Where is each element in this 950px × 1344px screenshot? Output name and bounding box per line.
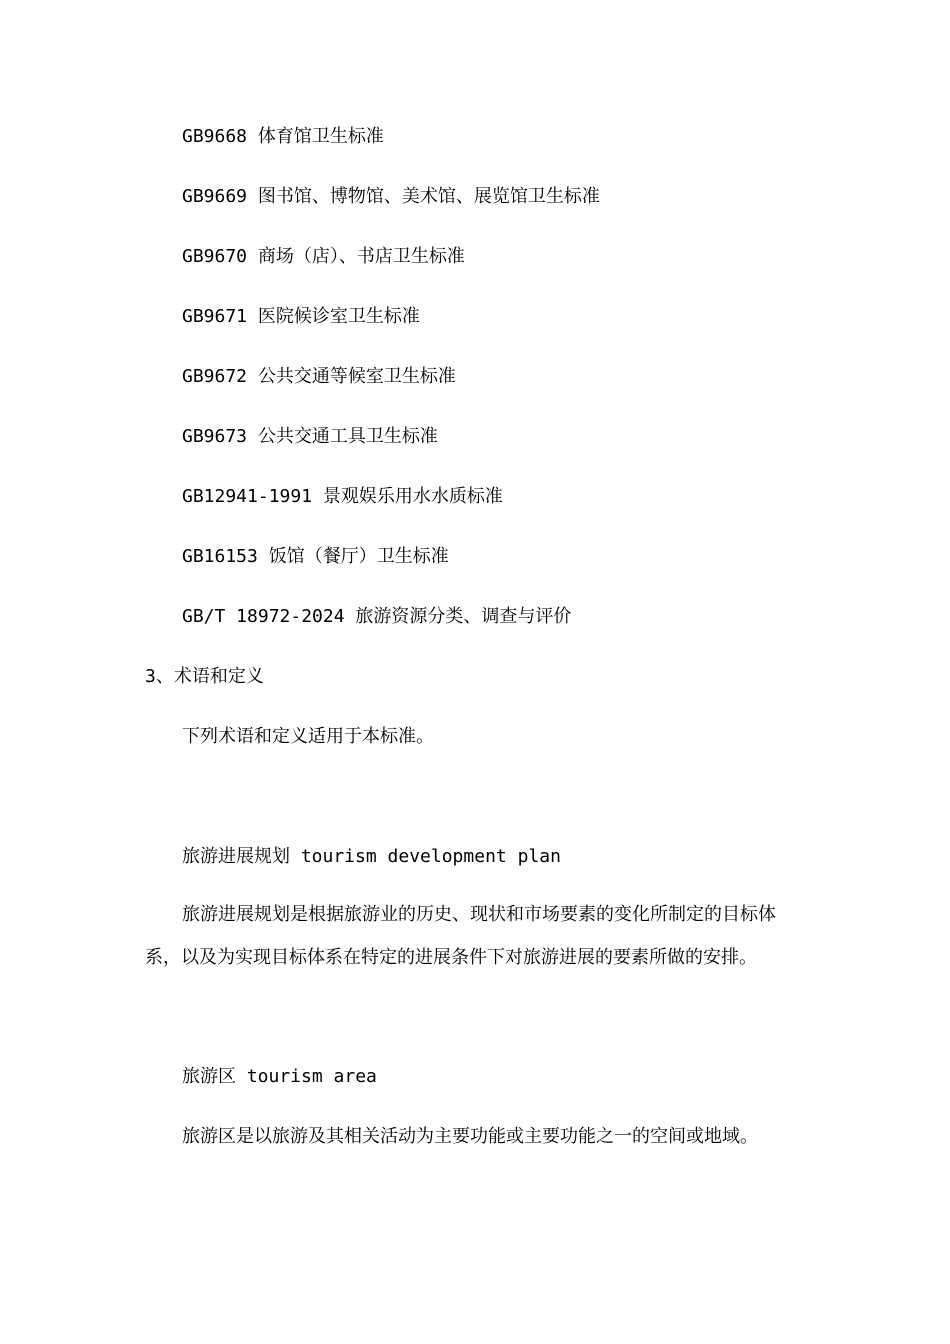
standard-item: GB9669 图书馆、博物馆、美术馆、展览馆卫生标准 [182,186,600,207]
section-heading: 3、术语和定义 [145,666,264,687]
standard-item: GB9671 医院候诊室卫生标准 [182,306,420,327]
section-intro: 下列术语和定义适用于本标准。 [182,726,434,747]
term-definition: 旅游区是以旅游及其相关活动为主要功能或主要功能之一的空间或地域。 [182,1126,758,1147]
term-definition: 旅游进展规划是根据旅游业的历史、现状和市场要素的变化所制定的目标体系，以及为实现目标体系在特定的进展条件下对旅游进展的要素所做的安排。 [145,904,776,968]
standard-item: GB9673 公共交通工具卫生标准 [182,426,438,447]
standard-item: GB9670 商场（店）、书店卫生标准 [182,246,465,267]
standard-item: GB16153 饭馆（餐厅）卫生标准 [182,546,449,567]
term-title: 旅游进展规划 tourism development plan [182,846,561,867]
standard-item: GB12941-1991 景观娱乐用水水质标准 [182,486,503,507]
term-title: 旅游区 tourism area [182,1066,377,1087]
standard-item: GB9672 公共交通等候室卫生标准 [182,366,456,387]
standard-item: GB9668 体育馆卫生标准 [182,126,384,147]
standard-item: GB/T 18972-2024 旅游资源分类、调查与评价 [182,606,572,627]
